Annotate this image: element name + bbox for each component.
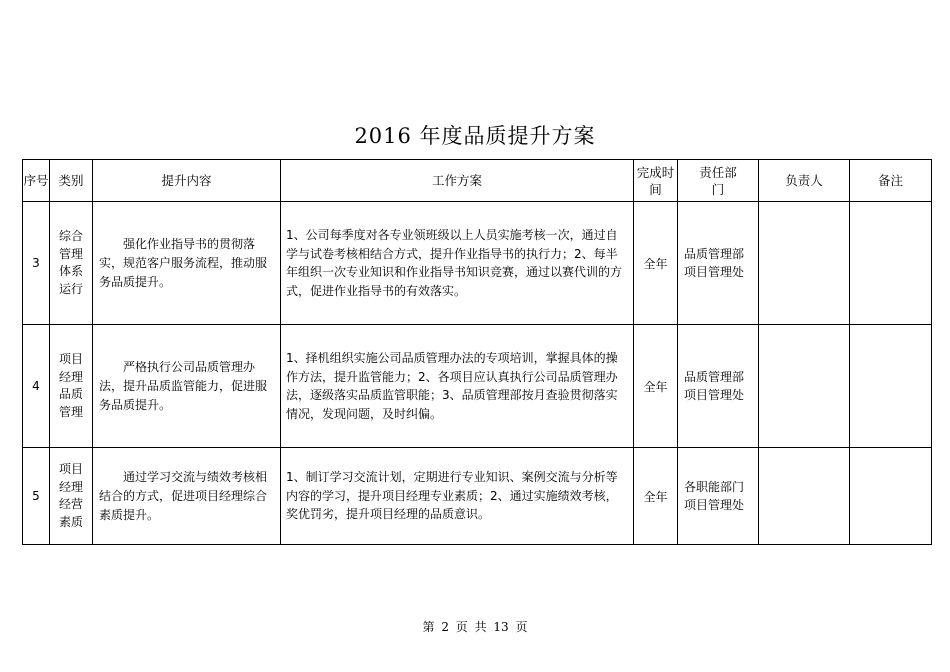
- cell-seq: 4: [23, 325, 50, 448]
- cell-owner: [759, 325, 850, 448]
- cell-category: 项目经理经营素质: [50, 448, 93, 545]
- cell-content: 严格执行公司品质管理办法，提升品质监管能力，促进服务品质提升。: [93, 325, 281, 448]
- cell-content: 通过学习交流与绩效考核相结合的方式，促进项目经理综合素质提升。: [93, 448, 281, 545]
- cell-remark: [850, 325, 932, 448]
- table-row: [23, 448, 932, 545]
- header-dept: 责任部门: [678, 160, 759, 202]
- cell-category: 项目经理品质管理: [50, 325, 93, 448]
- header-period: 完成时间: [634, 160, 678, 202]
- cell-content: 强化作业指导书的贯彻落实，规范客户服务流程，推动服务品质提升。: [93, 202, 281, 325]
- cell-period: 全年: [634, 202, 678, 325]
- cell-owner: [759, 202, 850, 325]
- cell-remark: [850, 448, 932, 545]
- cell-dept: 各职能部门项目管理处: [678, 448, 759, 545]
- header-content: 提升内容: [93, 160, 281, 202]
- cell-seq: 3: [23, 202, 50, 325]
- page-footer: 第 2 页 共 13 页: [422, 620, 528, 634]
- header-remark: 备注: [850, 160, 932, 202]
- table-row: [23, 325, 932, 448]
- cell-period: 全年: [634, 448, 678, 545]
- header-seq: 序号: [23, 160, 50, 202]
- header-owner: 负责人: [759, 160, 850, 202]
- cell-seq: 5: [23, 448, 50, 545]
- cell-plan: 1、制订学习交流计划，定期进行专业知识、案例交流与分析等内容的学习，提升项目经理专业素质；2、通过实施绩效考核，奖优罚劣，提升项目经理的品质意识。: [281, 448, 634, 545]
- cell-dept: 品质管理部项目管理处: [678, 202, 759, 325]
- cell-remark: [850, 202, 932, 325]
- quality-plan-table: [22, 159, 932, 545]
- cell-plan: 1、公司每季度对各专业领班级以上人员实施考核一次，通过自学与试卷考核相结合方式，提升作业指导书的执行力；2、每半年组织一次专业知识和作业指导书知识竞赛，通过以赛代训的方式，促进作业指导书的有效落实。: [281, 202, 634, 325]
- cell-plan: 1、择机组织实施公司品质管理办法的专项培训，掌握具体的操作方法，提升监管能力；2、各项目应认真执行公司品质管理办法，逐级落实品质监管职能；3、品质管理部按月查验贯彻落实情况，发现问题，及时纠偏。: [281, 325, 634, 448]
- cell-period: 全年: [634, 325, 678, 448]
- cell-category: 综合管理体系运行: [50, 202, 93, 325]
- table-header-row: [23, 160, 932, 202]
- table-row: [23, 202, 932, 325]
- header-plan: 工作方案: [281, 160, 634, 202]
- page-title: 2016 年度品质提升方案: [354, 124, 596, 148]
- cell-dept: 品质管理部项目管理处: [678, 325, 759, 448]
- cell-owner: [759, 448, 850, 545]
- header-category: 类别: [50, 160, 93, 202]
